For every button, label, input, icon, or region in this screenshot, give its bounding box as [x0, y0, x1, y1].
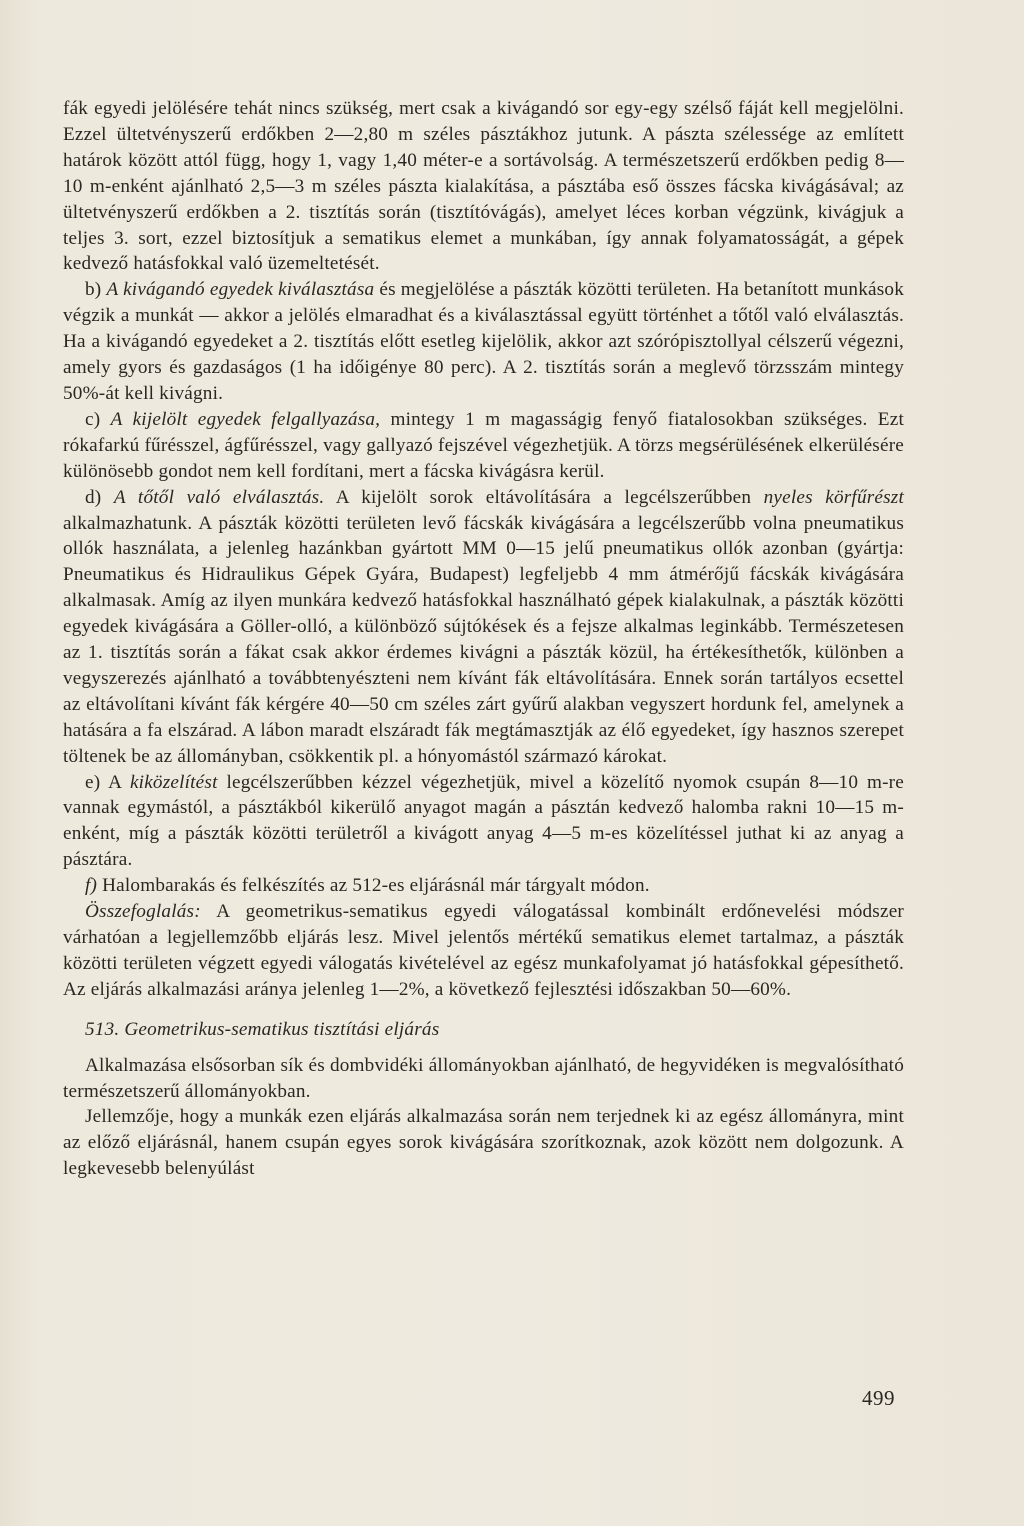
text-run: és megjelölése a pászták közötti területen. Ha betanított munkások végzik a munkát — akkor a jelölés elmaradhat és a kiválasztással együtt történhet a tőtől való elválasztás. Ha a kivágandó egyedeket a 2. tisztítás előtt esetleg kijelölik, akkor azt szórópisztollyal célszerű végezni, amely gyors és gazdaságos (1 ha időigénye 80 perc). A 2. tisztítás során a meglevő törzsszám mintegy 50%-át kell kivágni.: [63, 279, 904, 404]
paragraph: [63, 770, 904, 874]
paragraph: [63, 873, 904, 899]
text-run: A kijelölt sorok eltávolítására a legcélszerűbben: [324, 486, 764, 508]
text-run: Alkalmazása elsősorban sík és dombvidéki állományokban ajánlható, de hegyvidéken is megvalósítható természetszerű állományokban.: [63, 1054, 904, 1102]
italic-run: A kivágandó egyedek kiválasztása: [106, 279, 375, 301]
body-text: [63, 96, 904, 1182]
text-run: A geometrikus-sematikus egyedi válogatással kombinált erdőnevelési módszer várhatóan a legjellemzőbb eljárás lesz. Mivel jelentős mértékű sematikus elemet tartalmaz, a pászták közötti területen végzett egyedi válogatás kivételével az egész munkafolyamat jó hatásfokkal gépesíthető. Az eljárás alkalmazási aránya jelenleg 1—2%, a következő fejlesztési időszakban 50—60%.: [63, 901, 904, 1000]
section-heading: [63, 1017, 904, 1043]
paragraph: [63, 96, 904, 277]
text-run: e) A: [85, 771, 130, 793]
text-run: mintegy 1 m magasságig fenyő fiatalosokban szükséges. Ezt rókafarkú fűrésszel, ágfűrésszel, vagy gallyazó fejszével végezhetjük. A törzs megsérülésének elkerülésére különösebb gondot nem kell fordítani, mert a fácska kivágásra kerül.: [63, 408, 904, 482]
text-run: legcélszerűbben kézzel végezhetjük, mivel a közelítő nyomok csupán 8—10 m-re vannak egymástól, a pásztákból kikerülő anyagot magán a pásztán kedvező halomba rakni 10—15 m-enként, míg a pászták közötti területről a kivágott anyag 4—5 m-es közelítéssel juthat ki az anyag a pásztára.: [63, 771, 904, 871]
italic-run: f): [85, 875, 103, 897]
page-number: 499: [862, 1386, 895, 1410]
paragraph: [63, 485, 904, 770]
paragraph: [63, 1053, 904, 1105]
italic-run: Összefoglalás:: [85, 901, 201, 923]
paragraph: [63, 899, 904, 1003]
text-run: d): [85, 486, 114, 508]
text-run: b): [85, 279, 107, 301]
italic-run: kiközelítést: [129, 771, 218, 793]
text-run: alkalmazhatunk. A pászták közötti területen levő fácskák kivágására a legcélszerűbb volna pneumatikus ollók használata, a jelenleg hazánkban gyártott MM 0—15 jelű pneumatikus ollók azonban (gyártja: Pneumatikus és Hidraulikus Gépek Gyára, Budapest) legfeljebb 4 mm átmérőjű fácskák kivágására alkalmasak. Amíg az ilyen munkára kedvező hatásfokkal használható gépek kialakulnak, a pászták közötti egyedek kivágására a Göller-olló, a különböző sújtókések és a fejsze alkalmas leginkább. Természetesen az 1. tisztítás során a fákat csak akkor érdemes kivágni a pászták közül, ha értékesíthetők, különben a vegyszerezés ajánlható a továbbtenyészteni nem kívánt fák eltávolítására. Ennek során tartályos ecsettel az eltávolítani kívánt fák kérgére 40—50 cm széles zárt gyűrű alakban vegyszert hordunk fel, amelynek a hatására a fa elszárad. A lábon maradt elszáradt fák megtámasztják az élő egyedeket, így hasznos szerepet töltenek be az állományban, csökkentik pl. a hónyomástól származó károkat.: [63, 512, 904, 767]
italic-run: 513. Geometrikus-sematikus tisztítási eljárás: [85, 1018, 440, 1040]
text-run: Halombarakás és felkészítés az 512-es eljárásnál már tárgyalt módon.: [102, 875, 650, 897]
paragraph: [63, 407, 904, 485]
text-run: c): [85, 408, 111, 430]
italic-run: A tőtől való elválasztás.: [113, 486, 325, 508]
italic-run: nyeles körfűrészt: [763, 486, 904, 508]
text-run: fák egyedi jelölésére tehát nincs szükség, mert csak a kivágandó sor egy-egy szélső fáját kell megjelölni. Ezzel ültetvényszerű erdőkben 2—2,80 m széles pásztákhoz jutunk. A pászta szélessége az említett határok között attól függ, hogy 1, vagy 1,40 méter-e a sortávolság. A természetszerű erdőkben pedig 8—10 m-enként ajánlható 2,5—3 m széles pászta kialakítása, a pásztába eső összes fácska kivágásával; az ültetvényszerű erdőkben a 2. tisztítás során (tisztítóvágás), amelyet léces korban végzünk, kivágjuk a teljes 3. sort, ezzel biztosítjuk a sematikus elemet a munkában, így annak folyamatosságát, a gépek kedvező hatásfokkal való üzemeltetését.: [63, 98, 904, 275]
paragraph: [63, 1104, 904, 1182]
text-run: Jellemzője, hogy a munkák ezen eljárás alkalmazása során nem terjednek ki az egész állományra, mint az előző eljárásnál, hanem csupán egyes sorok kivágására szorítkoznak, azok között nem dolgozunk. A legkevesebb belenyúlást: [63, 1106, 904, 1180]
paragraph: [63, 277, 904, 407]
italic-run: A kijelölt egyedek felgallyazása,: [110, 408, 381, 430]
